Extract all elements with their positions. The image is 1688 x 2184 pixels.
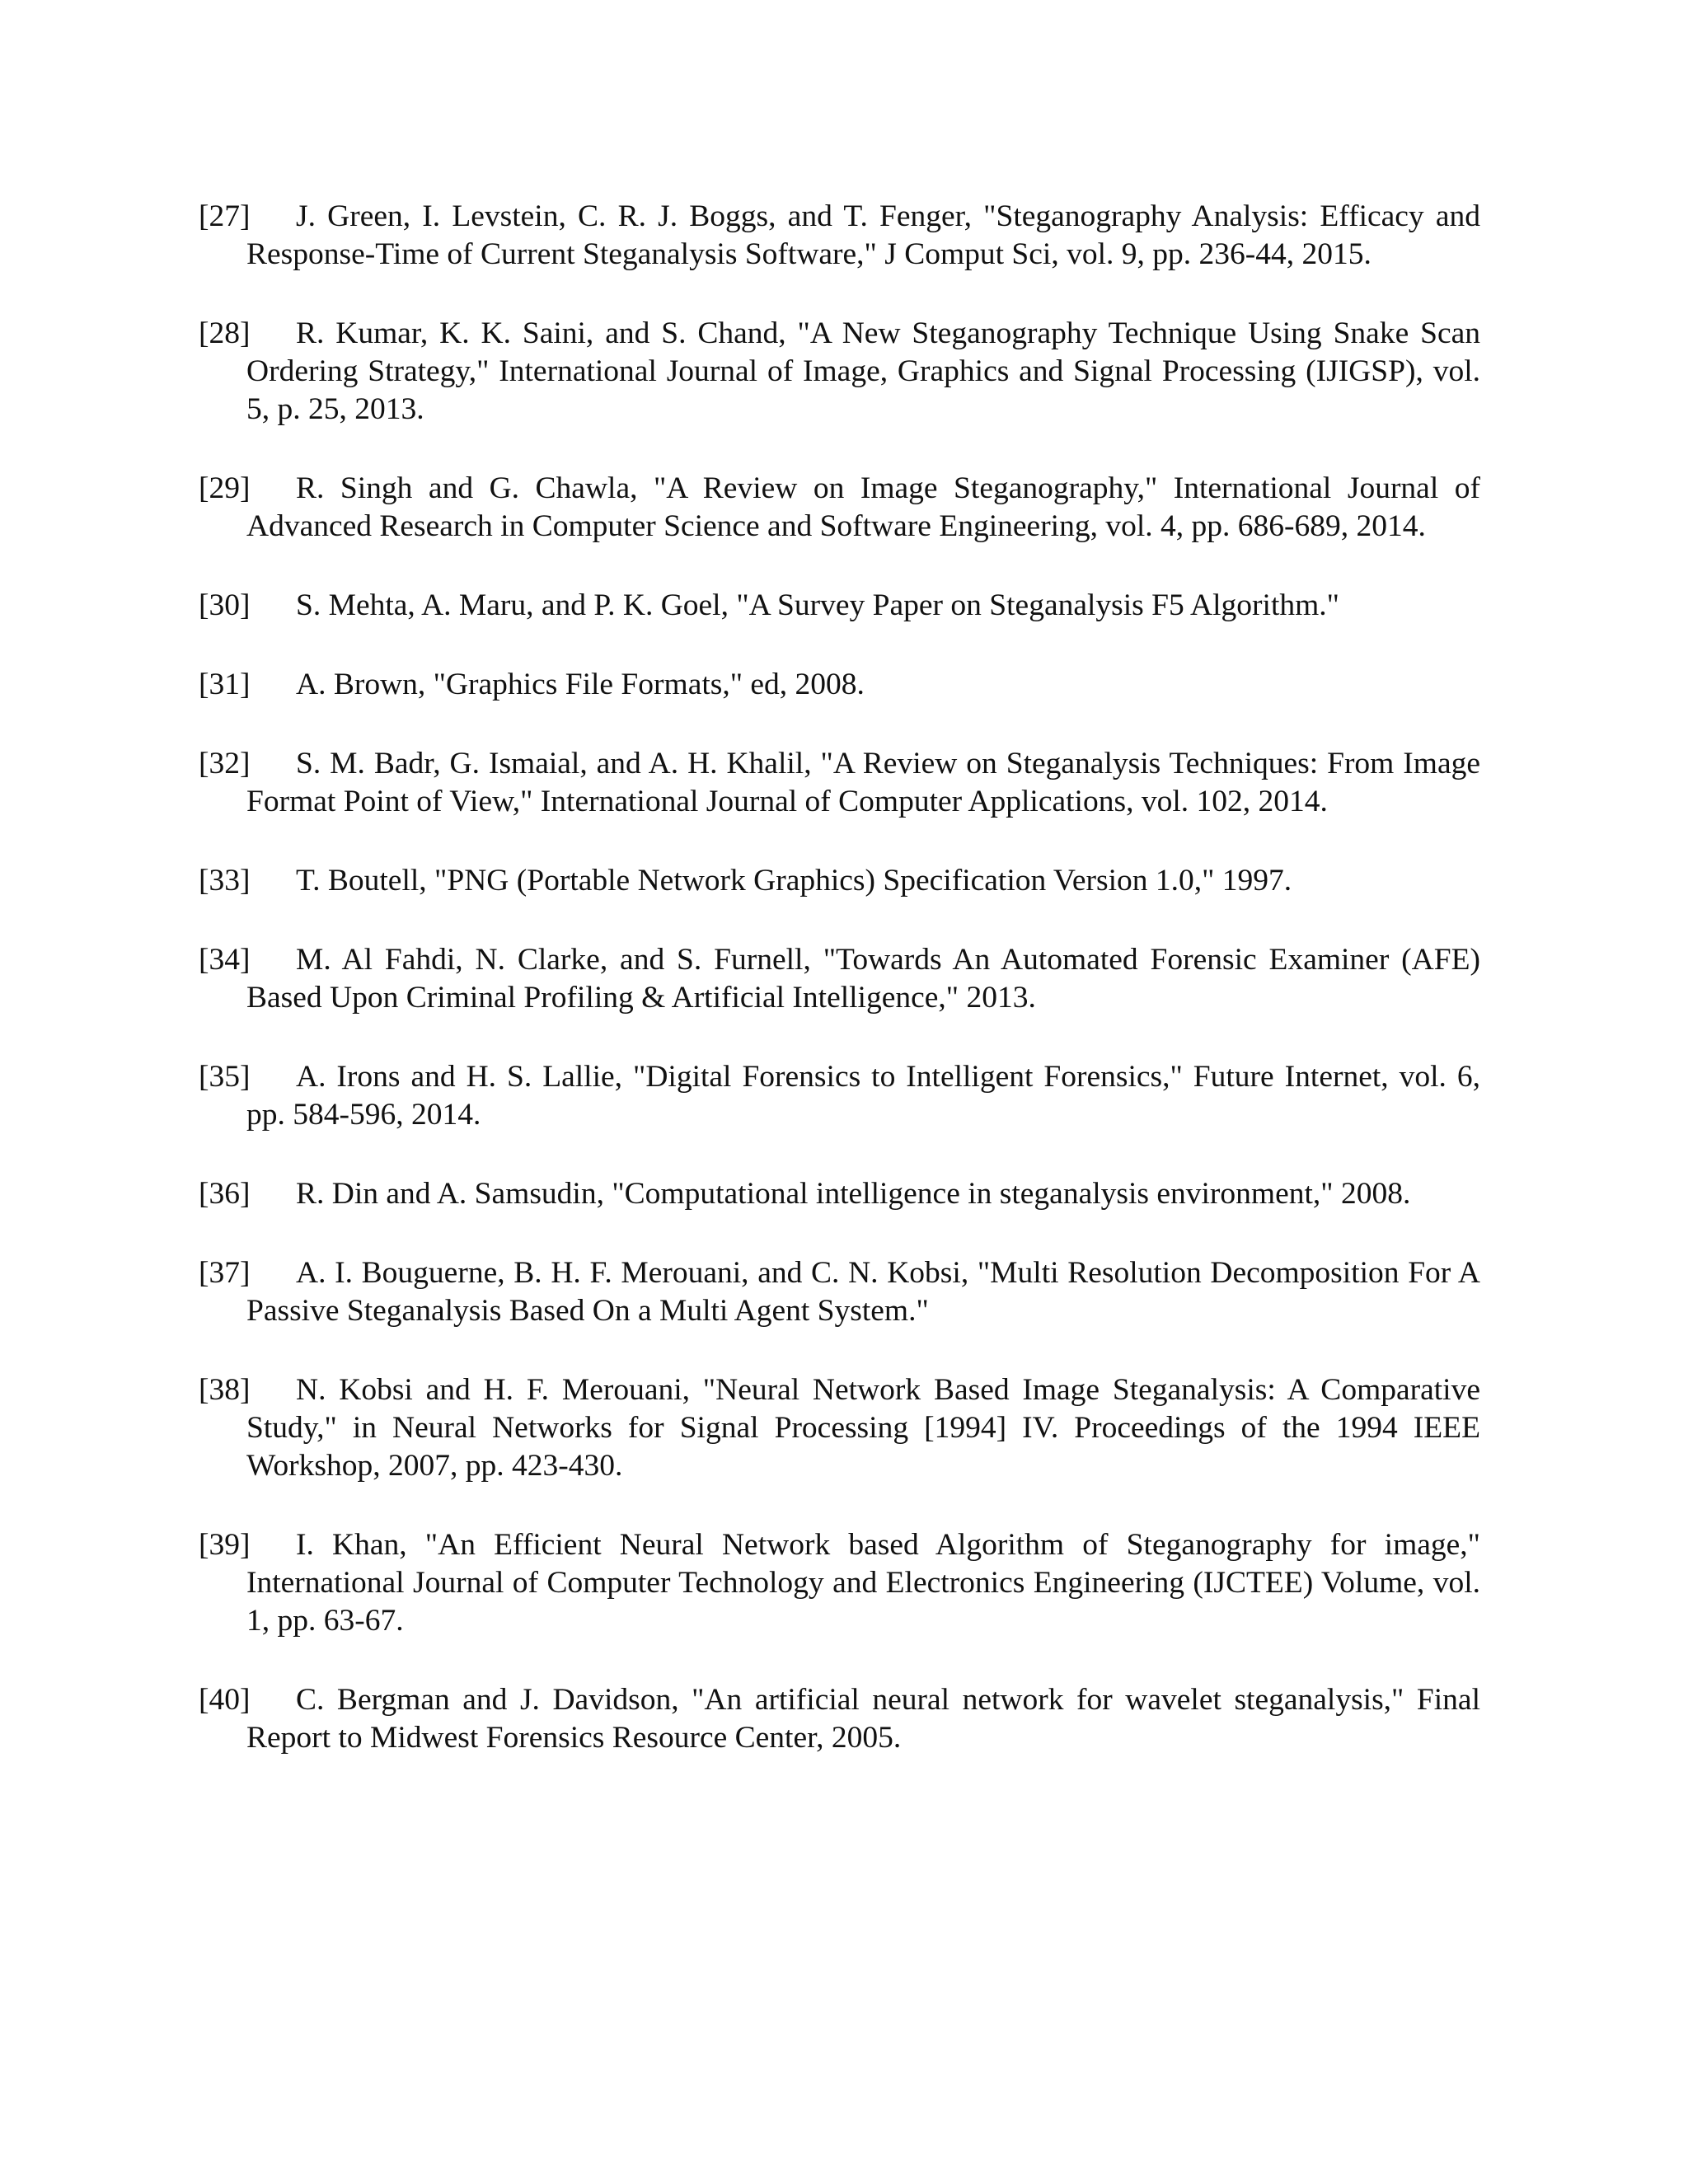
reference-entry <box>199 745 1480 821</box>
reference-entry <box>199 666 1480 704</box>
reference-text: N. Kobsi and H. F. Merouani, "Neural Network Based Image Steganalysis: A Comparative Study," in Neural Networks for Signal Processing [1994] IV. Proceedings of the 1994 IEEE Workshop, 2007, pp. 423-430. <box>246 1373 1480 1483</box>
reference-number: [31] <box>199 668 251 701</box>
reference-entry <box>199 941 1480 1017</box>
reference-entry <box>199 1254 1480 1330</box>
reference-entry <box>199 1681 1480 1757</box>
reference-number: [33] <box>199 864 251 898</box>
reference-entry <box>199 198 1480 274</box>
reference-text: R. Kumar, K. K. Saini, and S. Chand, "A New Steganography Technique Using Snake Scan Ordering Strategy," International Journal of Image, Graphics and Signal Processing (IJIGSP), vol. 5, p. 25, 2013. <box>246 316 1480 426</box>
reference-text: R. Din and A. Samsudin, "Computational intelligence in steganalysis environment," 2008. <box>296 1177 1411 1211</box>
reference-number: [29] <box>199 471 251 505</box>
reference-number: [39] <box>199 1528 251 1562</box>
reference-number: [34] <box>199 943 251 977</box>
reference-entry <box>199 1058 1480 1134</box>
reference-entry <box>199 1526 1480 1640</box>
reference-number: [27] <box>199 199 251 233</box>
reference-text: A. I. Bouguerne, B. H. F. Merouani, and C. N. Kobsi, "Multi Resolution Decomposition For A Passive Steganalysis Based On a Multi Agent System." <box>246 1256 1480 1328</box>
reference-entry <box>199 315 1480 429</box>
reference-number: [35] <box>199 1060 251 1094</box>
reference-text: M. Al Fahdi, N. Clarke, and S. Furnell, "Towards An Automated Forensic Examiner (AFE) Based Upon Criminal Profiling & Artificial Intelligence," 2013. <box>246 943 1480 1015</box>
reference-text: S. M. Badr, G. Ismaial, and A. H. Khalil, "A Review on Steganalysis Techniques: From Image Format Point of View," International Journal of Computer Applications, vol. 102, 2014. <box>246 747 1480 818</box>
reference-number: [32] <box>199 747 251 780</box>
reference-entry <box>199 1371 1480 1485</box>
reference-number: [38] <box>199 1373 251 1407</box>
reference-text: R. Singh and G. Chawla, "A Review on Image Steganography," International Journal of Advanced Research in Computer Science and Software Engineering, vol. 4, pp. 686-689, 2014. <box>246 471 1480 543</box>
reference-number: [36] <box>199 1177 251 1211</box>
reference-text: J. Green, I. Levstein, C. R. J. Boggs, and T. Fenger, "Steganography Analysis: Efficacy and Response-Time of Current Steganalysis Software," J Comput Sci, vol. 9, pp. 236-44, 2015. <box>246 199 1480 271</box>
reference-list <box>199 198 1480 1798</box>
reference-text: S. Mehta, A. Maru, and P. K. Goel, "A Survey Paper on Steganalysis F5 Algorithm." <box>296 588 1339 622</box>
reference-number: [28] <box>199 316 251 350</box>
reference-text: C. Bergman and J. Davidson, "An artificial neural network for wavelet steganalysis," Final Report to Midwest Forensics Resource Center, 2005. <box>246 1683 1480 1755</box>
reference-entry <box>199 587 1480 625</box>
reference-text: A. Irons and H. S. Lallie, "Digital Forensics to Intelligent Forensics," Future Internet, vol. 6, pp. 584-596, 2014. <box>246 1060 1480 1132</box>
reference-entry <box>199 862 1480 900</box>
reference-number: [30] <box>199 588 251 622</box>
reference-text: A. Brown, "Graphics File Formats," ed, 2008. <box>296 668 865 701</box>
reference-entry <box>199 470 1480 546</box>
reference-number: [37] <box>199 1256 251 1290</box>
reference-text: T. Boutell, "PNG (Portable Network Graphics) Specification Version 1.0," 1997. <box>296 864 1292 898</box>
reference-text: I. Khan, "An Efficient Neural Network based Algorithm of Steganography for image," International Journal of Computer Technology and Electronics Engineering (IJCTEE) Volume, vol. 1, pp. 63-67. <box>246 1528 1480 1638</box>
reference-number: [40] <box>199 1683 251 1717</box>
reference-entry <box>199 1175 1480 1213</box>
